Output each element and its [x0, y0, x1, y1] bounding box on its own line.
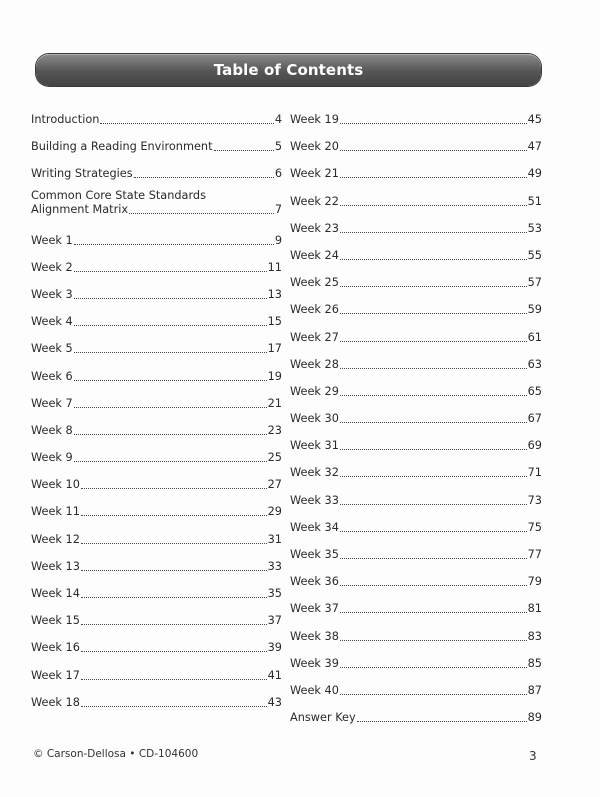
dot-leader: [81, 488, 267, 489]
toc-entry-page: 85: [527, 656, 542, 670]
toc-entry-page: 81: [527, 602, 542, 616]
toc-entry-page: 59: [527, 303, 542, 317]
toc-entry-label: Week 31: [290, 439, 339, 453]
toc-entry: [290, 108, 542, 127]
dot-leader: [340, 585, 527, 586]
toc-entry-label: Week 29: [290, 384, 339, 398]
toc-entry-label: Week 11: [31, 505, 80, 519]
toc-entry: [290, 317, 542, 344]
toc-entry: [290, 372, 542, 399]
toc-entry-page: 17: [267, 342, 282, 356]
dot-leader: [74, 271, 267, 272]
toc-entry-label: Week 1: [31, 233, 73, 247]
toc-entry-label: Week 40: [290, 683, 339, 697]
toc-entry: [31, 547, 282, 574]
dot-leader: [340, 422, 527, 423]
dot-leader: [340, 259, 527, 260]
toc-entry-label: Alignment Matrix: [31, 203, 129, 217]
toc-entry-label: Week 23: [290, 221, 339, 235]
toc-entry-label: Week 27: [290, 330, 339, 344]
dot-leader: [74, 244, 274, 245]
toc-entry-page: 57: [527, 276, 542, 290]
toc-entry-page: 75: [527, 520, 542, 534]
dot-leader: [340, 612, 527, 613]
dot-leader: [74, 298, 267, 299]
toc-entry: [290, 426, 542, 453]
toc-entry-label: Week 9: [31, 451, 73, 465]
toc-entry-page: 89: [527, 711, 542, 725]
dot-leader: [340, 667, 527, 668]
toc-entry-page: 5: [274, 140, 282, 154]
toc-entry-label: Week 18: [31, 695, 80, 709]
dot-leader: [340, 341, 527, 342]
dot-leader: [81, 597, 267, 598]
toc-entry-label: Week 12: [31, 532, 80, 546]
toc-entry-page: 53: [527, 221, 542, 235]
toc-entry: [31, 519, 282, 546]
dot-leader: [340, 504, 527, 505]
dot-leader: [340, 232, 527, 233]
toc-entry-page: 45: [527, 113, 542, 126]
toc-entry-label: Week 5: [31, 342, 73, 356]
toc-entry-page: 4: [274, 113, 282, 126]
toc-entry-page: 73: [527, 493, 542, 507]
toc-entry-page: 7: [274, 203, 282, 217]
dot-leader: [340, 558, 527, 559]
toc-entry: [31, 628, 282, 655]
copyright-footer: © Carson-Dellosa • CD-104600: [33, 748, 199, 760]
toc-entry-label: Week 39: [290, 656, 339, 670]
toc-entry: [31, 329, 282, 356]
toc-entry: [290, 453, 542, 480]
dot-leader: [74, 461, 267, 462]
toc-entry: [31, 683, 282, 710]
toc-entry-page: 33: [267, 559, 282, 573]
dot-leader: [100, 123, 273, 124]
toc-entry: [290, 209, 542, 236]
dot-leader: [81, 624, 267, 625]
toc-entry: [290, 236, 542, 263]
toc-entry-page: 63: [527, 357, 542, 371]
toc-entry: [31, 108, 282, 127]
toc-entry-page: 23: [267, 423, 282, 437]
dot-leader: [340, 694, 527, 695]
toc-entry-label: Week 4: [31, 315, 73, 329]
toc-entry-page: 69: [527, 439, 542, 453]
toc-left-column: [31, 108, 282, 710]
toc-entry: [290, 698, 542, 725]
toc-entry-label: Week 24: [290, 248, 339, 262]
dot-leader: [340, 286, 527, 287]
page-number: 3: [529, 749, 537, 763]
toc-entry-page: 49: [527, 167, 542, 181]
toc-entry-label: Week 13: [31, 559, 80, 573]
dot-leader: [357, 721, 527, 722]
dot-leader: [74, 352, 267, 353]
toc-entry: [290, 127, 542, 154]
dot-leader: [134, 177, 274, 178]
dot-leader: [340, 177, 527, 178]
dot-leader: [81, 679, 267, 680]
page-title: Table of Contents: [36, 54, 541, 86]
toc-entry: [31, 356, 282, 383]
dot-leader: [74, 380, 267, 381]
toc-entry-page: 77: [527, 548, 542, 561]
toc-entry-page: 21: [267, 396, 282, 410]
toc-entry-page: 13: [267, 287, 282, 301]
toc-entry-label: Week 38: [290, 629, 339, 643]
toc-entry-label: Week 35: [290, 548, 339, 561]
toc-entry-page: 79: [527, 575, 542, 589]
toc-entry-page: 47: [527, 140, 542, 154]
toc-entry: [31, 275, 282, 302]
dot-leader: [81, 570, 267, 571]
toc-right-column: [290, 108, 542, 725]
toc-entry: [31, 655, 282, 682]
toc-entry-label: Introduction: [31, 113, 100, 126]
dot-leader: [340, 313, 527, 314]
dot-leader: [340, 395, 527, 396]
toc-entry-label: Week 16: [31, 641, 80, 655]
toc-entry-label: Week 3: [31, 287, 73, 301]
toc-entry: [290, 508, 542, 535]
toc-entry-page: 35: [267, 587, 282, 600]
toc-entry: [290, 181, 542, 208]
toc-entry: [31, 384, 282, 411]
toc-entry: [290, 644, 542, 671]
toc-entry: [290, 399, 542, 426]
toc-entry-page: 87: [527, 683, 542, 697]
toc-entry-page: 9: [274, 233, 282, 247]
toc-entry-label: Week 21: [290, 167, 339, 181]
toc-entry-page: 27: [267, 478, 282, 492]
toc-entry: [31, 438, 282, 465]
toc-entry: [31, 302, 282, 329]
dot-leader: [340, 205, 527, 206]
toc-entry: [31, 465, 282, 492]
toc-entry: [290, 480, 542, 507]
toc-entry: [290, 290, 542, 317]
toc-entry-page: 19: [267, 369, 282, 383]
toc-entry: [31, 411, 282, 438]
toc-entry-page: 65: [527, 384, 542, 398]
dot-leader: [74, 407, 267, 408]
toc-entry-label: Writing Strategies: [31, 167, 133, 181]
toc-entry-page: 37: [267, 614, 282, 628]
toc-entry-label: Week 32: [290, 466, 339, 480]
toc-entry-page: 25: [267, 451, 282, 465]
toc-entry-page: 51: [527, 194, 542, 208]
toc-entry-label: Week 17: [31, 668, 80, 682]
toc-entry-label: Week 22: [290, 194, 339, 208]
toc-entry: [290, 263, 542, 290]
toc-entry-label: Week 2: [31, 260, 73, 274]
toc-entry-page: 39: [267, 641, 282, 655]
toc-entry: [290, 671, 542, 698]
dot-leader: [81, 543, 267, 544]
toc-entry-page: 29: [267, 505, 282, 519]
toc-entry-page: 61: [527, 330, 542, 344]
dot-leader: [74, 434, 267, 435]
toc-entry-label: Week 30: [290, 412, 339, 426]
toc-entry: [31, 220, 282, 247]
toc-entry: [31, 154, 282, 181]
dot-leader: [81, 515, 267, 516]
toc-entry: [31, 127, 282, 154]
toc-entry: [290, 154, 542, 181]
toc-entry-label: Week 6: [31, 369, 73, 383]
toc-entry-page: 15: [267, 315, 282, 329]
toc-entry-label: Week 37: [290, 602, 339, 616]
toc-entry: [290, 345, 542, 372]
dot-leader: [340, 123, 527, 124]
toc-entry: [290, 562, 542, 589]
toc-entry-page: 41: [267, 668, 282, 682]
dot-leader: [74, 325, 267, 326]
dot-leader: [340, 531, 527, 532]
toc-entry-label: Week 8: [31, 423, 73, 437]
dot-leader: [340, 640, 527, 641]
toc-entry-label: Building a Reading Environment: [31, 140, 213, 154]
toc-entry-label: Week 34: [290, 520, 339, 534]
toc-entry-page: 31: [267, 532, 282, 546]
toc-entry-label: Week 15: [31, 614, 80, 628]
toc-entry: [31, 189, 282, 217]
dot-leader: [340, 449, 527, 450]
toc-entry: [31, 601, 282, 628]
dot-leader: [214, 150, 274, 151]
dot-leader: [129, 213, 274, 214]
toc-entry-label: Week 19: [290, 113, 339, 126]
toc-entry-label: Week 20: [290, 140, 339, 154]
dot-leader: [340, 150, 527, 151]
toc-entry: [290, 589, 542, 616]
toc-entry-page: 71: [527, 466, 542, 480]
toc-entry-page: 55: [527, 248, 542, 262]
toc-entry-page: 67: [527, 412, 542, 426]
toc-entry-page: 6: [274, 167, 282, 181]
toc-entry-label: Week 7: [31, 396, 73, 410]
toc-entry-label: Week 33: [290, 493, 339, 507]
toc-entry-label: Week 14: [31, 587, 80, 600]
dot-leader: [340, 368, 527, 369]
dot-leader: [81, 706, 267, 707]
toc-entry-label: Week 26: [290, 303, 339, 317]
toc-entry: [290, 616, 542, 643]
toc-entry: [31, 492, 282, 519]
toc-entry-label: Week 28: [290, 357, 339, 371]
toc-entry: [290, 535, 542, 562]
toc-entry-label: Answer Key: [290, 711, 356, 725]
toc-entry: [31, 574, 282, 601]
toc-entry-label: Week 36: [290, 575, 339, 589]
toc-entry-page: 11: [267, 260, 282, 274]
toc-entry-page: 83: [527, 629, 542, 643]
toc-entry: [31, 248, 282, 275]
dot-leader: [340, 476, 527, 477]
toc-entry-label: Week 10: [31, 478, 80, 492]
toc-entry-page: 43: [267, 695, 282, 709]
toc-entry-label-line1: Common Core State Standards: [31, 189, 206, 203]
dot-leader: [81, 651, 267, 652]
toc-entry-label: Week 25: [290, 276, 339, 290]
